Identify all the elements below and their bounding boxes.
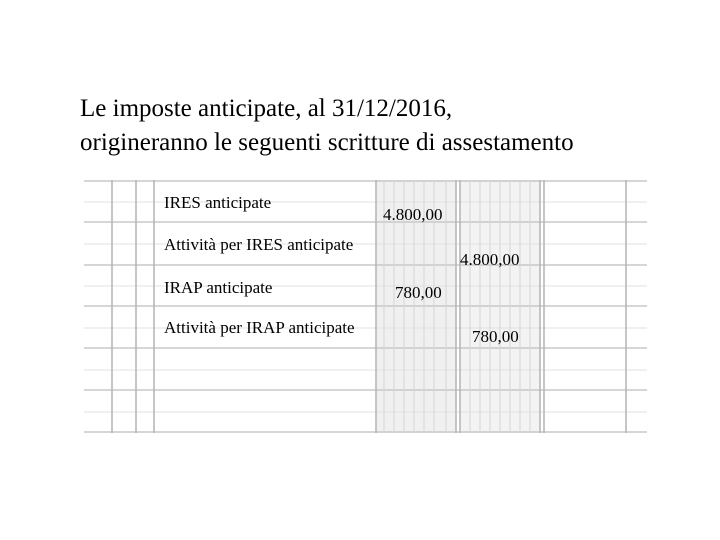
journal-ledger [84, 180, 647, 433]
title-line-2: origineranno le seguenti scritture di assestamento [80, 129, 574, 156]
page-title [80, 92, 574, 160]
ledger-grid [84, 180, 647, 433]
entry-account-4: Attività per IRAP anticipate [164, 318, 355, 337]
horizontal-rules [84, 181, 647, 432]
title-line-1: Le imposte anticipate, al 31/12/2016, [80, 95, 453, 122]
entry-account-2: Attività per IRES anticipate [164, 235, 354, 254]
entry-amount-1: 4.800,00 [383, 205, 443, 224]
entry-amount-4: 780,00 [472, 327, 519, 346]
entry-amount-3: 780,00 [395, 283, 442, 302]
entry-account-3: IRAP anticipate [164, 278, 273, 297]
entry-amount-2: 4.800,00 [460, 250, 520, 269]
entry-account-1: IRES anticipate [164, 193, 272, 212]
minor-rules [84, 202, 647, 412]
